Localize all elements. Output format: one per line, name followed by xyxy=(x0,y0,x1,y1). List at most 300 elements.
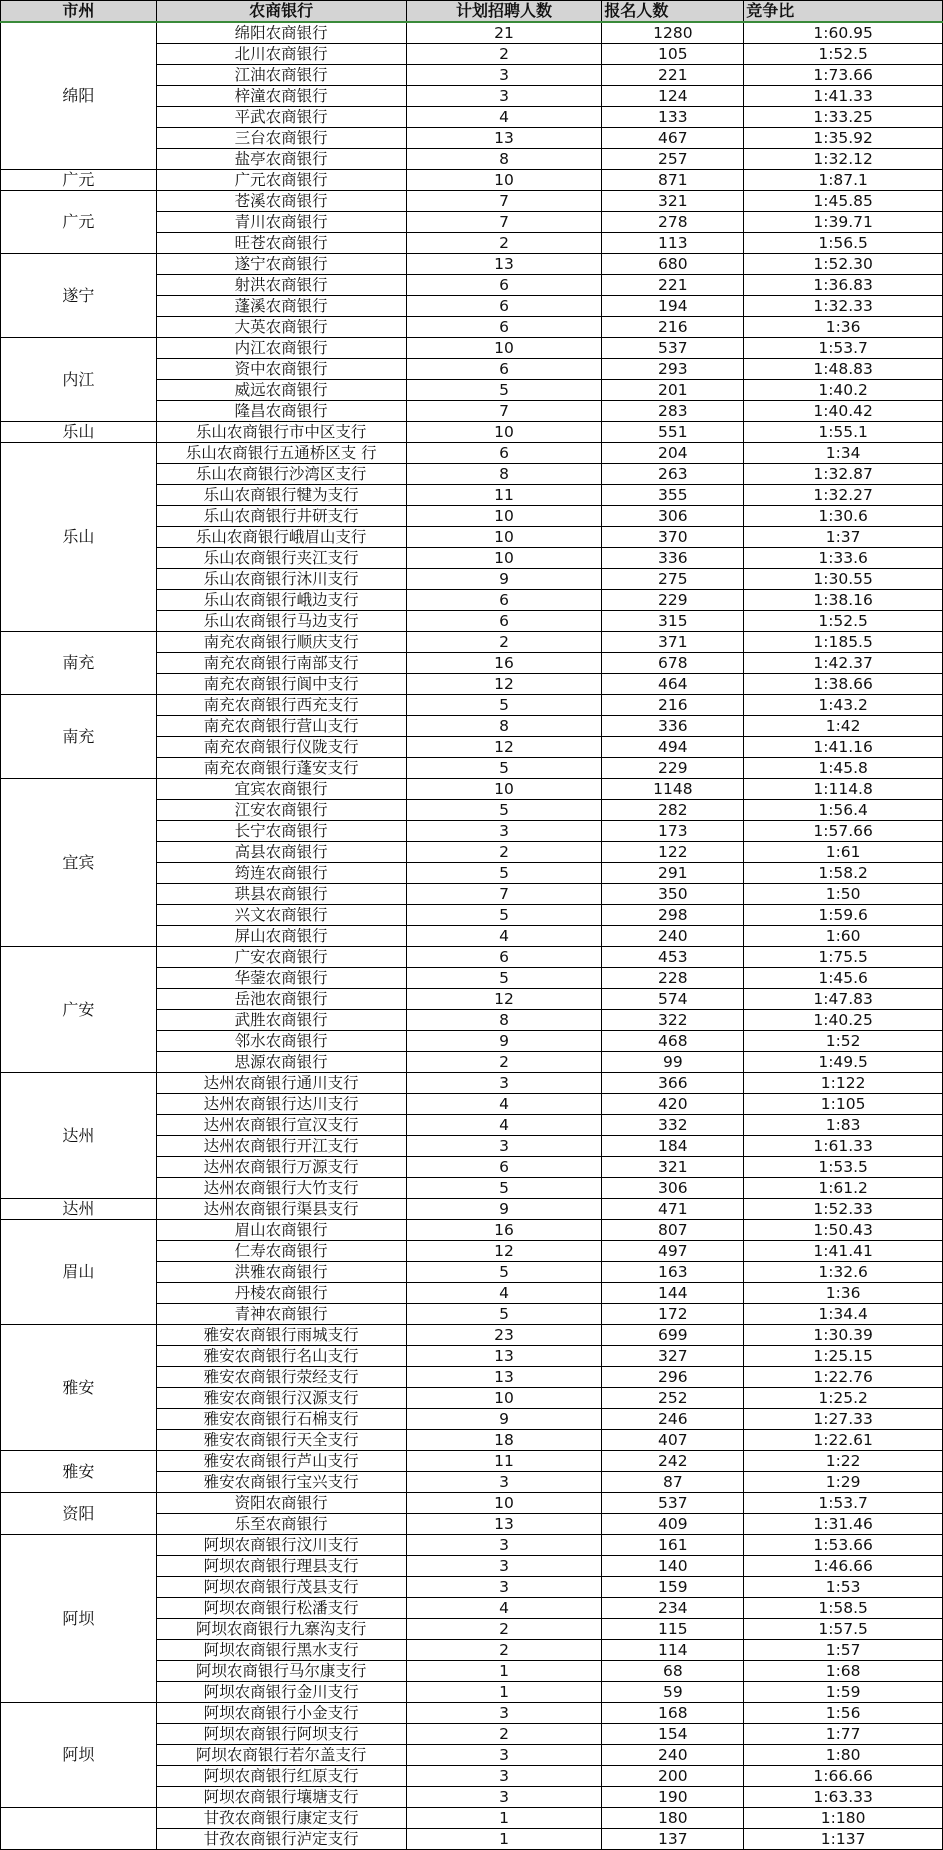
ratio-cell[interactable]: 1:56.5 xyxy=(744,233,943,254)
plan-cell[interactable]: 1 xyxy=(406,1661,602,1682)
applicants-cell[interactable]: 321 xyxy=(602,1157,744,1178)
bank-cell[interactable]: 甘孜农商银行康定支行 xyxy=(156,1808,406,1829)
plan-cell[interactable]: 10 xyxy=(406,548,602,569)
applicants-cell[interactable]: 350 xyxy=(602,884,744,905)
applicants-cell[interactable]: 497 xyxy=(602,1241,744,1262)
bank-cell[interactable]: 达州农商银行万源支行 xyxy=(156,1157,406,1178)
city-cell[interactable]: 遂宁 xyxy=(1,254,157,338)
bank-cell[interactable]: 乐至农商银行 xyxy=(156,1514,406,1535)
city-cell[interactable]: 广元 xyxy=(1,170,157,191)
bank-cell[interactable]: 阿坝农商银行小金支行 xyxy=(156,1703,406,1724)
bank-cell[interactable]: 宜宾农商银行 xyxy=(156,779,406,800)
applicants-cell[interactable]: 494 xyxy=(602,737,744,758)
ratio-cell[interactable]: 1:56.4 xyxy=(744,800,943,821)
bank-cell[interactable]: 阿坝农商银行马尔康支行 xyxy=(156,1661,406,1682)
ratio-cell[interactable]: 1:41.33 xyxy=(744,86,943,107)
plan-cell[interactable]: 5 xyxy=(406,968,602,989)
plan-cell[interactable]: 6 xyxy=(406,317,602,338)
applicants-cell[interactable]: 161 xyxy=(602,1535,744,1556)
plan-cell[interactable]: 4 xyxy=(406,107,602,128)
plan-cell[interactable]: 5 xyxy=(406,380,602,401)
applicants-cell[interactable]: 194 xyxy=(602,296,744,317)
applicants-cell[interactable]: 228 xyxy=(602,968,744,989)
plan-cell[interactable]: 13 xyxy=(406,254,602,275)
plan-cell[interactable]: 5 xyxy=(406,863,602,884)
ratio-cell[interactable]: 1:57.5 xyxy=(744,1619,943,1640)
ratio-cell[interactable]: 1:58.5 xyxy=(744,1598,943,1619)
ratio-cell[interactable]: 1:40.42 xyxy=(744,401,943,422)
ratio-cell[interactable]: 1:22.61 xyxy=(744,1430,943,1451)
applicants-cell[interactable]: 321 xyxy=(602,191,744,212)
plan-cell[interactable]: 5 xyxy=(406,758,602,779)
applicants-cell[interactable]: 172 xyxy=(602,1304,744,1325)
city-cell[interactable]: 广元 xyxy=(1,191,157,254)
bank-cell[interactable]: 绵阳农商银行 xyxy=(156,22,406,44)
bank-cell[interactable]: 阿坝农商银行汶川支行 xyxy=(156,1535,406,1556)
bank-cell[interactable]: 北川农商银行 xyxy=(156,44,406,65)
plan-cell[interactable]: 3 xyxy=(406,1703,602,1724)
applicants-cell[interactable]: 87 xyxy=(602,1472,744,1493)
plan-cell[interactable]: 8 xyxy=(406,1010,602,1031)
applicants-cell[interactable]: 124 xyxy=(602,86,744,107)
city-cell[interactable]: 资阳 xyxy=(1,1493,157,1535)
bank-cell[interactable]: 邻水农商银行 xyxy=(156,1031,406,1052)
applicants-cell[interactable]: 537 xyxy=(602,1493,744,1514)
plan-cell[interactable]: 4 xyxy=(406,926,602,947)
bank-cell[interactable]: 资中农商银行 xyxy=(156,359,406,380)
applicants-cell[interactable]: 99 xyxy=(602,1052,744,1073)
ratio-cell[interactable]: 1:68 xyxy=(744,1661,943,1682)
plan-cell[interactable]: 6 xyxy=(406,275,602,296)
bank-cell[interactable]: 资阳农商银行 xyxy=(156,1493,406,1514)
plan-cell[interactable]: 9 xyxy=(406,1409,602,1430)
ratio-cell[interactable]: 1:57 xyxy=(744,1640,943,1661)
plan-cell[interactable]: 12 xyxy=(406,737,602,758)
ratio-cell[interactable]: 1:35.92 xyxy=(744,128,943,149)
city-cell[interactable]: 绵阳 xyxy=(1,22,157,170)
plan-cell[interactable]: 3 xyxy=(406,1766,602,1787)
city-cell[interactable]: 乐山 xyxy=(1,422,157,443)
applicants-cell[interactable]: 221 xyxy=(602,275,744,296)
ratio-cell[interactable]: 1:58.2 xyxy=(744,863,943,884)
plan-cell[interactable]: 7 xyxy=(406,401,602,422)
applicants-cell[interactable]: 407 xyxy=(602,1430,744,1451)
plan-cell[interactable]: 2 xyxy=(406,1640,602,1661)
ratio-cell[interactable]: 1:52.5 xyxy=(744,44,943,65)
bank-cell[interactable]: 筠连农商银行 xyxy=(156,863,406,884)
plan-cell[interactable]: 4 xyxy=(406,1598,602,1619)
applicants-cell[interactable]: 1148 xyxy=(602,779,744,800)
applicants-cell[interactable]: 291 xyxy=(602,863,744,884)
ratio-cell[interactable]: 1:42.37 xyxy=(744,653,943,674)
plan-cell[interactable]: 13 xyxy=(406,128,602,149)
plan-cell[interactable]: 2 xyxy=(406,1052,602,1073)
plan-cell[interactable]: 16 xyxy=(406,653,602,674)
applicants-cell[interactable]: 122 xyxy=(602,842,744,863)
bank-cell[interactable]: 乐山农商银行沙湾区支行 xyxy=(156,464,406,485)
plan-cell[interactable]: 8 xyxy=(406,716,602,737)
ratio-cell[interactable]: 1:66.66 xyxy=(744,1766,943,1787)
bank-cell[interactable]: 青神农商银行 xyxy=(156,1304,406,1325)
ratio-cell[interactable]: 1:38.66 xyxy=(744,674,943,695)
bank-cell[interactable]: 阿坝农商银行红原支行 xyxy=(156,1766,406,1787)
ratio-cell[interactable]: 1:87.1 xyxy=(744,170,943,191)
applicants-cell[interactable]: 234 xyxy=(602,1598,744,1619)
plan-cell[interactable]: 6 xyxy=(406,590,602,611)
plan-cell[interactable]: 10 xyxy=(406,1388,602,1409)
bank-cell[interactable]: 南充农商银行西充支行 xyxy=(156,695,406,716)
ratio-cell[interactable]: 1:36.83 xyxy=(744,275,943,296)
plan-cell[interactable]: 10 xyxy=(406,422,602,443)
plan-cell[interactable]: 11 xyxy=(406,485,602,506)
city-cell[interactable]: 阿坝 xyxy=(1,1535,157,1703)
city-cell[interactable]: 宜宾 xyxy=(1,779,157,947)
bank-cell[interactable]: 阿坝农商银行理县支行 xyxy=(156,1556,406,1577)
plan-cell[interactable]: 6 xyxy=(406,296,602,317)
ratio-cell[interactable]: 1:59 xyxy=(744,1682,943,1703)
plan-cell[interactable]: 2 xyxy=(406,44,602,65)
applicants-cell[interactable]: 420 xyxy=(602,1094,744,1115)
applicants-cell[interactable]: 159 xyxy=(602,1577,744,1598)
header-plan[interactable]: 计划招聘人数 xyxy=(406,1,602,23)
bank-cell[interactable]: 达州农商银行通川支行 xyxy=(156,1073,406,1094)
bank-cell[interactable]: 三台农商银行 xyxy=(156,128,406,149)
bank-cell[interactable]: 乐山农商银行井研支行 xyxy=(156,506,406,527)
plan-cell[interactable]: 11 xyxy=(406,1451,602,1472)
ratio-cell[interactable]: 1:55.1 xyxy=(744,422,943,443)
plan-cell[interactable]: 2 xyxy=(406,1724,602,1745)
applicants-cell[interactable]: 242 xyxy=(602,1451,744,1472)
plan-cell[interactable]: 6 xyxy=(406,359,602,380)
plan-cell[interactable]: 16 xyxy=(406,1220,602,1241)
ratio-cell[interactable]: 1:36 xyxy=(744,1283,943,1304)
bank-cell[interactable]: 大英农商银行 xyxy=(156,317,406,338)
ratio-cell[interactable]: 1:61.33 xyxy=(744,1136,943,1157)
ratio-cell[interactable]: 1:42 xyxy=(744,716,943,737)
applicants-cell[interactable]: 306 xyxy=(602,506,744,527)
applicants-cell[interactable]: 366 xyxy=(602,1073,744,1094)
ratio-cell[interactable]: 1:185.5 xyxy=(744,632,943,653)
ratio-cell[interactable]: 1:53 xyxy=(744,1577,943,1598)
ratio-cell[interactable]: 1:29 xyxy=(744,1472,943,1493)
bank-cell[interactable]: 盐亭农商银行 xyxy=(156,149,406,170)
applicants-cell[interactable]: 68 xyxy=(602,1661,744,1682)
applicants-cell[interactable]: 298 xyxy=(602,905,744,926)
ratio-cell[interactable]: 1:52.5 xyxy=(744,611,943,632)
bank-cell[interactable]: 乐山农商银行犍为支行 xyxy=(156,485,406,506)
bank-cell[interactable]: 射洪农商银行 xyxy=(156,275,406,296)
applicants-cell[interactable]: 574 xyxy=(602,989,744,1010)
bank-cell[interactable]: 乐山农商银行峨眉山支行 xyxy=(156,527,406,548)
ratio-cell[interactable]: 1:53.5 xyxy=(744,1157,943,1178)
ratio-cell[interactable]: 1:25.15 xyxy=(744,1346,943,1367)
plan-cell[interactable]: 12 xyxy=(406,1241,602,1262)
plan-cell[interactable]: 4 xyxy=(406,1115,602,1136)
ratio-cell[interactable]: 1:61.2 xyxy=(744,1178,943,1199)
bank-cell[interactable]: 雅安农商银行天全支行 xyxy=(156,1430,406,1451)
plan-cell[interactable]: 10 xyxy=(406,170,602,191)
ratio-cell[interactable]: 1:36 xyxy=(744,317,943,338)
city-cell[interactable]: 内江 xyxy=(1,338,157,422)
plan-cell[interactable]: 10 xyxy=(406,1493,602,1514)
bank-cell[interactable]: 江油农商银行 xyxy=(156,65,406,86)
bank-cell[interactable]: 阿坝农商银行茂县支行 xyxy=(156,1577,406,1598)
applicants-cell[interactable]: 282 xyxy=(602,800,744,821)
bank-cell[interactable]: 南充农商银行顺庆支行 xyxy=(156,632,406,653)
applicants-cell[interactable]: 355 xyxy=(602,485,744,506)
ratio-cell[interactable]: 1:30.6 xyxy=(744,506,943,527)
bank-cell[interactable]: 丹棱农商银行 xyxy=(156,1283,406,1304)
plan-cell[interactable]: 3 xyxy=(406,1472,602,1493)
applicants-cell[interactable]: 201 xyxy=(602,380,744,401)
bank-cell[interactable]: 隆昌农商银行 xyxy=(156,401,406,422)
ratio-cell[interactable]: 1:22.76 xyxy=(744,1367,943,1388)
city-cell[interactable]: 雅安 xyxy=(1,1451,157,1493)
ratio-cell[interactable]: 1:114.8 xyxy=(744,779,943,800)
bank-cell[interactable]: 南充农商银行蓬安支行 xyxy=(156,758,406,779)
applicants-cell[interactable]: 678 xyxy=(602,653,744,674)
applicants-cell[interactable]: 173 xyxy=(602,821,744,842)
ratio-cell[interactable]: 1:32.87 xyxy=(744,464,943,485)
bank-cell[interactable]: 雅安农商银行芦山支行 xyxy=(156,1451,406,1472)
ratio-cell[interactable]: 1:31.46 xyxy=(744,1514,943,1535)
bank-cell[interactable]: 仁寿农商银行 xyxy=(156,1241,406,1262)
bank-cell[interactable]: 青川农商银行 xyxy=(156,212,406,233)
ratio-cell[interactable]: 1:27.33 xyxy=(744,1409,943,1430)
applicants-cell[interactable]: 163 xyxy=(602,1262,744,1283)
plan-cell[interactable]: 23 xyxy=(406,1325,602,1346)
applicants-cell[interactable]: 278 xyxy=(602,212,744,233)
bank-cell[interactable]: 遂宁农商银行 xyxy=(156,254,406,275)
applicants-cell[interactable]: 332 xyxy=(602,1115,744,1136)
applicants-cell[interactable]: 59 xyxy=(602,1682,744,1703)
plan-cell[interactable]: 5 xyxy=(406,1262,602,1283)
plan-cell[interactable]: 1 xyxy=(406,1682,602,1703)
applicants-cell[interactable]: 240 xyxy=(602,926,744,947)
ratio-cell[interactable]: 1:73.66 xyxy=(744,65,943,86)
ratio-cell[interactable]: 1:75.5 xyxy=(744,947,943,968)
bank-cell[interactable]: 梓潼农商银行 xyxy=(156,86,406,107)
applicants-cell[interactable]: 283 xyxy=(602,401,744,422)
bank-cell[interactable]: 达州农商银行宣汉支行 xyxy=(156,1115,406,1136)
plan-cell[interactable]: 5 xyxy=(406,905,602,926)
ratio-cell[interactable]: 1:30.55 xyxy=(744,569,943,590)
bank-cell[interactable]: 达州农商银行渠县支行 xyxy=(156,1199,406,1220)
bank-cell[interactable]: 雅安农商银行名山支行 xyxy=(156,1346,406,1367)
plan-cell[interactable]: 6 xyxy=(406,443,602,464)
applicants-cell[interactable]: 871 xyxy=(602,170,744,191)
bank-cell[interactable]: 雅安农商银行宝兴支行 xyxy=(156,1472,406,1493)
bank-cell[interactable]: 阿坝农商银行九寨沟支行 xyxy=(156,1619,406,1640)
bank-cell[interactable]: 华蓥农商银行 xyxy=(156,968,406,989)
plan-cell[interactable]: 18 xyxy=(406,1430,602,1451)
applicants-cell[interactable]: 807 xyxy=(602,1220,744,1241)
ratio-cell[interactable]: 1:53.66 xyxy=(744,1535,943,1556)
city-cell[interactable]: 南充 xyxy=(1,632,157,695)
plan-cell[interactable]: 10 xyxy=(406,779,602,800)
bank-cell[interactable]: 长宁农商银行 xyxy=(156,821,406,842)
ratio-cell[interactable]: 1:63.33 xyxy=(744,1787,943,1808)
ratio-cell[interactable]: 1:53.7 xyxy=(744,1493,943,1514)
ratio-cell[interactable]: 1:32.27 xyxy=(744,485,943,506)
plan-cell[interactable]: 4 xyxy=(406,1283,602,1304)
applicants-cell[interactable]: 246 xyxy=(602,1409,744,1430)
ratio-cell[interactable]: 1:46.66 xyxy=(744,1556,943,1577)
bank-cell[interactable]: 阿坝农商银行壤塘支行 xyxy=(156,1787,406,1808)
applicants-cell[interactable]: 221 xyxy=(602,65,744,86)
ratio-cell[interactable]: 1:83 xyxy=(744,1115,943,1136)
bank-cell[interactable]: 平武农商银行 xyxy=(156,107,406,128)
ratio-cell[interactable]: 1:33.6 xyxy=(744,548,943,569)
plan-cell[interactable]: 10 xyxy=(406,338,602,359)
bank-cell[interactable]: 乐山农商银行夹江支行 xyxy=(156,548,406,569)
bank-cell[interactable]: 内江农商银行 xyxy=(156,338,406,359)
ratio-cell[interactable]: 1:34.4 xyxy=(744,1304,943,1325)
ratio-cell[interactable]: 1:22 xyxy=(744,1451,943,1472)
bank-cell[interactable]: 南充农商银行南部支行 xyxy=(156,653,406,674)
bank-cell[interactable]: 雅安农商银行荥经支行 xyxy=(156,1367,406,1388)
applicants-cell[interactable]: 1280 xyxy=(602,22,744,44)
bank-cell[interactable]: 达州农商银行达川支行 xyxy=(156,1094,406,1115)
applicants-cell[interactable]: 216 xyxy=(602,317,744,338)
ratio-cell[interactable]: 1:39.71 xyxy=(744,212,943,233)
plan-cell[interactable]: 9 xyxy=(406,1031,602,1052)
applicants-cell[interactable]: 180 xyxy=(602,1808,744,1829)
applicants-cell[interactable]: 133 xyxy=(602,107,744,128)
plan-cell[interactable]: 7 xyxy=(406,212,602,233)
applicants-cell[interactable]: 699 xyxy=(602,1325,744,1346)
ratio-cell[interactable]: 1:34 xyxy=(744,443,943,464)
ratio-cell[interactable]: 1:45.85 xyxy=(744,191,943,212)
plan-cell[interactable]: 5 xyxy=(406,800,602,821)
applicants-cell[interactable]: 229 xyxy=(602,590,744,611)
applicants-cell[interactable]: 370 xyxy=(602,527,744,548)
plan-cell[interactable]: 3 xyxy=(406,1136,602,1157)
plan-cell[interactable]: 12 xyxy=(406,989,602,1010)
bank-cell[interactable]: 南充农商银行阆中支行 xyxy=(156,674,406,695)
ratio-cell[interactable]: 1:40.2 xyxy=(744,380,943,401)
applicants-cell[interactable]: 371 xyxy=(602,632,744,653)
plan-cell[interactable]: 13 xyxy=(406,1346,602,1367)
plan-cell[interactable]: 3 xyxy=(406,1745,602,1766)
ratio-cell[interactable]: 1:52.30 xyxy=(744,254,943,275)
applicants-cell[interactable]: 252 xyxy=(602,1388,744,1409)
ratio-cell[interactable]: 1:38.16 xyxy=(744,590,943,611)
applicants-cell[interactable]: 144 xyxy=(602,1283,744,1304)
plan-cell[interactable]: 4 xyxy=(406,1094,602,1115)
bank-cell[interactable]: 广元农商银行 xyxy=(156,170,406,191)
ratio-cell[interactable]: 1:56 xyxy=(744,1703,943,1724)
plan-cell[interactable]: 7 xyxy=(406,191,602,212)
applicants-cell[interactable]: 190 xyxy=(602,1787,744,1808)
bank-cell[interactable]: 乐山农商银行市中区支行 xyxy=(156,422,406,443)
ratio-cell[interactable]: 1:53.7 xyxy=(744,338,943,359)
plan-cell[interactable]: 2 xyxy=(406,1619,602,1640)
ratio-cell[interactable]: 1:45.8 xyxy=(744,758,943,779)
ratio-cell[interactable]: 1:49.5 xyxy=(744,1052,943,1073)
applicants-cell[interactable]: 453 xyxy=(602,947,744,968)
ratio-cell[interactable]: 1:32.12 xyxy=(744,149,943,170)
ratio-cell[interactable]: 1:105 xyxy=(744,1094,943,1115)
applicants-cell[interactable]: 154 xyxy=(602,1724,744,1745)
applicants-cell[interactable]: 168 xyxy=(602,1703,744,1724)
ratio-cell[interactable]: 1:60 xyxy=(744,926,943,947)
bank-cell[interactable]: 兴文农商银行 xyxy=(156,905,406,926)
city-cell[interactable]: 达州 xyxy=(1,1199,157,1220)
ratio-cell[interactable]: 1:32.6 xyxy=(744,1262,943,1283)
applicants-cell[interactable]: 327 xyxy=(602,1346,744,1367)
bank-cell[interactable]: 阿坝农商银行金川支行 xyxy=(156,1682,406,1703)
ratio-cell[interactable]: 1:60.95 xyxy=(744,22,943,44)
plan-cell[interactable]: 6 xyxy=(406,611,602,632)
applicants-cell[interactable]: 336 xyxy=(602,716,744,737)
plan-cell[interactable]: 3 xyxy=(406,86,602,107)
applicants-cell[interactable]: 229 xyxy=(602,758,744,779)
ratio-cell[interactable]: 1:137 xyxy=(744,1829,943,1850)
ratio-cell[interactable]: 1:25.2 xyxy=(744,1388,943,1409)
applicants-cell[interactable]: 257 xyxy=(602,149,744,170)
bank-cell[interactable]: 乐山农商银行五通桥区支 行 xyxy=(156,443,406,464)
applicants-cell[interactable]: 263 xyxy=(602,464,744,485)
plan-cell[interactable]: 3 xyxy=(406,821,602,842)
bank-cell[interactable]: 达州农商银行大竹支行 xyxy=(156,1178,406,1199)
applicants-cell[interactable]: 296 xyxy=(602,1367,744,1388)
ratio-cell[interactable]: 1:57.66 xyxy=(744,821,943,842)
plan-cell[interactable]: 10 xyxy=(406,506,602,527)
ratio-cell[interactable]: 1:77 xyxy=(744,1724,943,1745)
ratio-cell[interactable]: 1:43.2 xyxy=(744,695,943,716)
ratio-cell[interactable]: 1:48.83 xyxy=(744,359,943,380)
applicants-cell[interactable]: 468 xyxy=(602,1031,744,1052)
applicants-cell[interactable]: 105 xyxy=(602,44,744,65)
bank-cell[interactable]: 威远农商银行 xyxy=(156,380,406,401)
applicants-cell[interactable]: 137 xyxy=(602,1829,744,1850)
applicants-cell[interactable]: 306 xyxy=(602,1178,744,1199)
header-city[interactable]: 市州 xyxy=(1,1,157,23)
ratio-cell[interactable]: 1:41.41 xyxy=(744,1241,943,1262)
bank-cell[interactable]: 甘孜农商银行泸定支行 xyxy=(156,1829,406,1850)
city-cell[interactable]: 南充 xyxy=(1,695,157,779)
plan-cell[interactable]: 2 xyxy=(406,233,602,254)
plan-cell[interactable]: 3 xyxy=(406,1787,602,1808)
applicants-cell[interactable]: 464 xyxy=(602,674,744,695)
ratio-cell[interactable]: 1:41.16 xyxy=(744,737,943,758)
bank-cell[interactable]: 乐山农商银行沐川支行 xyxy=(156,569,406,590)
applicants-cell[interactable]: 315 xyxy=(602,611,744,632)
ratio-cell[interactable]: 1:52 xyxy=(744,1031,943,1052)
applicants-cell[interactable]: 113 xyxy=(602,233,744,254)
city-cell[interactable]: 广安 xyxy=(1,947,157,1073)
plan-cell[interactable]: 2 xyxy=(406,632,602,653)
ratio-cell[interactable]: 1:61 xyxy=(744,842,943,863)
bank-cell[interactable]: 雅安农商银行汉源支行 xyxy=(156,1388,406,1409)
bank-cell[interactable]: 江安农商银行 xyxy=(156,800,406,821)
bank-cell[interactable]: 苍溪农商银行 xyxy=(156,191,406,212)
applicants-cell[interactable]: 467 xyxy=(602,128,744,149)
ratio-cell[interactable]: 1:30.39 xyxy=(744,1325,943,1346)
bank-cell[interactable]: 广安农商银行 xyxy=(156,947,406,968)
plan-cell[interactable]: 2 xyxy=(406,842,602,863)
city-cell[interactable]: 达州 xyxy=(1,1073,157,1199)
applicants-cell[interactable]: 204 xyxy=(602,443,744,464)
header-applicants[interactable]: 报名人数 xyxy=(602,1,744,23)
ratio-cell[interactable]: 1:32.33 xyxy=(744,296,943,317)
applicants-cell[interactable]: 240 xyxy=(602,1745,744,1766)
plan-cell[interactable]: 3 xyxy=(406,1073,602,1094)
applicants-cell[interactable]: 293 xyxy=(602,359,744,380)
applicants-cell[interactable]: 200 xyxy=(602,1766,744,1787)
bank-cell[interactable]: 乐山农商银行峨边支行 xyxy=(156,590,406,611)
